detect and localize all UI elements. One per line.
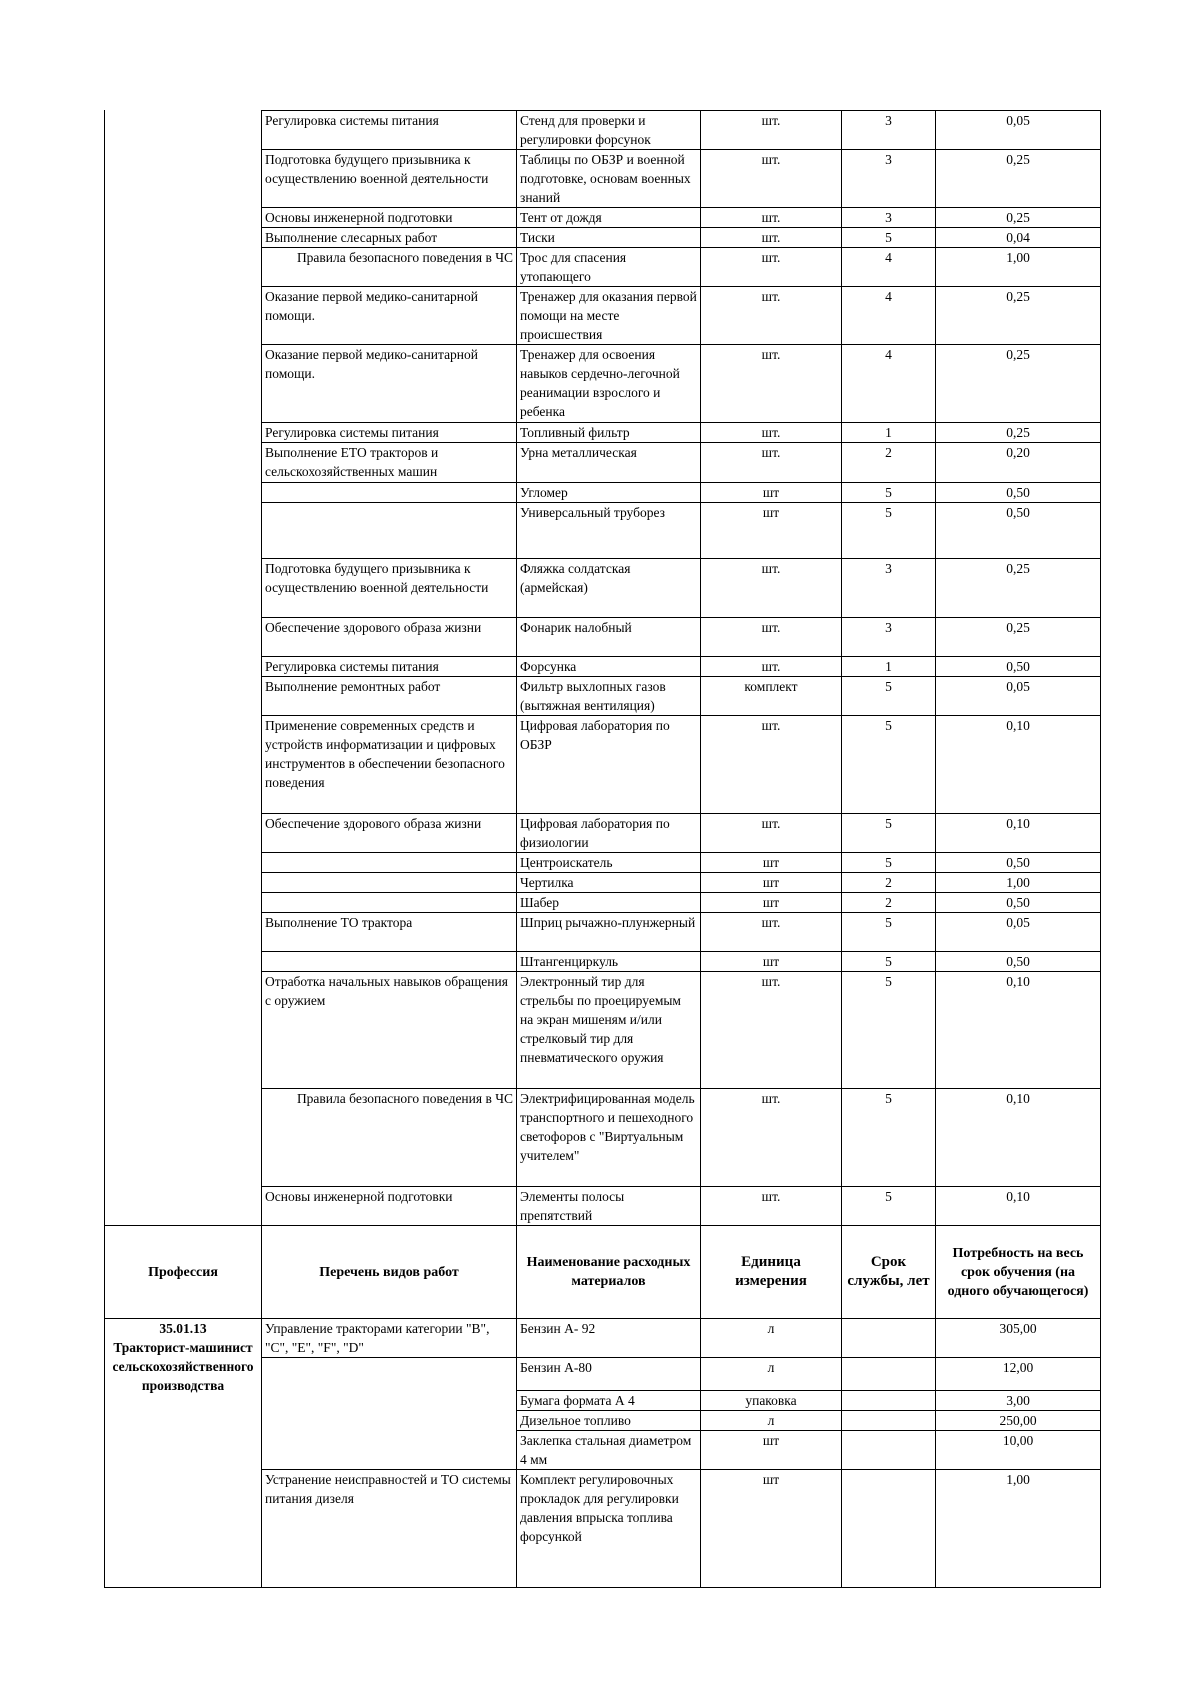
need-cell: 0,25 — [936, 287, 1101, 345]
need-cell: 0,25 — [936, 559, 1101, 618]
material-cell: Шабер — [517, 893, 701, 913]
material-cell: Электрифицированная модель транспортного и пешеходного светофоров с "Виртуальным учителем" — [517, 1089, 701, 1187]
need-cell: 0,50 — [936, 657, 1101, 677]
unit-cell: л — [701, 1411, 842, 1431]
unit-cell: шт. — [701, 443, 842, 483]
term-cell: 1 — [842, 423, 936, 443]
material-cell: Штангенциркуль — [517, 952, 701, 972]
profession-name: Тракторист-машинист сельскохозяйственного производства — [112, 1340, 254, 1393]
unit-cell: шт — [701, 503, 842, 559]
header-unit: Единица измерения — [701, 1226, 842, 1319]
term-cell: 5 — [842, 1187, 936, 1226]
need-cell: 0,50 — [936, 483, 1101, 503]
unit-cell: шт. — [701, 618, 842, 657]
term-cell — [842, 1431, 936, 1470]
material-cell: Цифровая лаборатория по физиологии — [517, 814, 701, 853]
unit-cell: шт. — [701, 1089, 842, 1187]
unit-cell: л — [701, 1358, 842, 1391]
unit-cell: шт. — [701, 287, 842, 345]
need-cell: 250,00 — [936, 1411, 1101, 1431]
unit-cell: шт. — [701, 657, 842, 677]
material-cell: Шприц рычажно-плунжерный — [517, 913, 701, 952]
term-cell: 3 — [842, 208, 936, 228]
work-cell: Обеспечение здорового образа жизни — [262, 618, 517, 657]
header-materials: Наименование расходных материалов — [517, 1226, 701, 1319]
term-cell: 3 — [842, 618, 936, 657]
need-cell: 0,50 — [936, 503, 1101, 559]
work-cell — [262, 873, 517, 893]
term-cell — [842, 1411, 936, 1431]
need-cell: 0,10 — [936, 716, 1101, 814]
work-cell: Основы инженерной подготовки — [262, 208, 517, 228]
work-cell: Выполнение слесарных работ — [262, 228, 517, 248]
term-cell: 3 — [842, 111, 936, 150]
work-cell: Выполнение ЕТО тракторов и сельскохозяйственных машин — [262, 443, 517, 483]
need-cell: 0,25 — [936, 345, 1101, 423]
unit-cell: упаковка — [701, 1391, 842, 1411]
term-cell: 5 — [842, 972, 936, 1089]
profession-cell — [105, 1319, 262, 1588]
need-cell: 0,20 — [936, 443, 1101, 483]
unit-cell: шт. — [701, 972, 842, 1089]
work-cell: Подготовка будущего призывника к осуществлению военной деятельности — [262, 559, 517, 618]
term-cell — [842, 1391, 936, 1411]
need-cell: 1,00 — [936, 248, 1101, 287]
material-cell: Тренажер для оказания первой помощи на месте происшествия — [517, 287, 701, 345]
material-cell: Угломер — [517, 483, 701, 503]
term-cell: 2 — [842, 443, 936, 483]
term-cell: 5 — [842, 677, 936, 716]
need-cell: 0,10 — [936, 1187, 1101, 1226]
work-cell — [262, 1358, 517, 1470]
term-cell: 4 — [842, 287, 936, 345]
work-cell — [262, 503, 517, 559]
work-cell: Правила безопасного поведения в ЧС — [262, 248, 517, 287]
work-cell: Выполнение ТО трактора — [262, 913, 517, 952]
material-cell: Бензин А- 92 — [517, 1319, 701, 1358]
unit-cell: шт — [701, 1431, 842, 1470]
term-cell: 1 — [842, 657, 936, 677]
header-works: Перечень видов работ — [262, 1226, 517, 1319]
need-cell: 0,50 — [936, 952, 1101, 972]
unit-cell: шт. — [701, 423, 842, 443]
term-cell: 5 — [842, 913, 936, 952]
material-cell: Тиски — [517, 228, 701, 248]
need-cell: 0,05 — [936, 913, 1101, 952]
unit-cell: шт. — [701, 150, 842, 208]
need-cell: 1,00 — [936, 1470, 1101, 1588]
need-cell: 3,00 — [936, 1391, 1101, 1411]
term-cell — [842, 1470, 936, 1588]
work-cell: Оказание первой медико-санитарной помощи. — [262, 287, 517, 345]
materials-table — [104, 110, 1101, 1588]
work-cell: Оказание первой медико-санитарной помощи. — [262, 345, 517, 423]
need-cell: 0,10 — [936, 972, 1101, 1089]
unit-cell: шт. — [701, 248, 842, 287]
work-cell: Выполнение ремонтных работ — [262, 677, 517, 716]
term-cell: 5 — [842, 952, 936, 972]
term-cell: 5 — [842, 483, 936, 503]
material-cell: Чертилка — [517, 873, 701, 893]
need-cell: 12,00 — [936, 1358, 1101, 1391]
material-cell: Центроискатель — [517, 853, 701, 873]
work-cell: Правила безопасного поведения в ЧС — [262, 1089, 517, 1187]
unit-cell: шт. — [701, 913, 842, 952]
term-cell: 5 — [842, 228, 936, 248]
material-cell: Топливный фильтр — [517, 423, 701, 443]
material-cell: Урна металлическая — [517, 443, 701, 483]
material-cell: Бензин А-80 — [517, 1358, 701, 1391]
need-cell: 0,05 — [936, 677, 1101, 716]
need-cell: 10,00 — [936, 1431, 1101, 1470]
unit-cell: шт. — [701, 814, 842, 853]
term-cell — [842, 1358, 936, 1391]
material-cell: Форсунка — [517, 657, 701, 677]
material-cell: Бумага формата А 4 — [517, 1391, 701, 1411]
header-profession: Профессия — [105, 1226, 262, 1319]
unit-cell: шт. — [701, 716, 842, 814]
term-cell: 4 — [842, 248, 936, 287]
material-cell: Универсальный труборез — [517, 503, 701, 559]
need-cell: 0,50 — [936, 893, 1101, 913]
need-cell: 0,50 — [936, 853, 1101, 873]
work-cell: Регулировка системы питания — [262, 111, 517, 150]
material-cell: Электронный тир для стрельбы по проецируемым на экран мишеням и/или стрелковый тир для пневматического оружия — [517, 972, 701, 1089]
material-cell: Трос для спасения утопающего — [517, 248, 701, 287]
profession-cell-empty — [105, 111, 262, 1226]
unit-cell: л — [701, 1319, 842, 1358]
unit-cell: шт — [701, 893, 842, 913]
unit-cell: шт. — [701, 228, 842, 248]
material-cell: Фонарик налобный — [517, 618, 701, 657]
term-cell: 5 — [842, 853, 936, 873]
work-cell: Обеспечение здорового образа жизни — [262, 814, 517, 853]
work-cell — [262, 853, 517, 873]
material-cell: Цифровая лаборатория по ОБЗР — [517, 716, 701, 814]
need-cell: 0,05 — [936, 111, 1101, 150]
work-cell: Регулировка системы питания — [262, 657, 517, 677]
need-cell: 0,10 — [936, 814, 1101, 853]
term-cell: 5 — [842, 814, 936, 853]
unit-cell: комплект — [701, 677, 842, 716]
term-cell: 2 — [842, 873, 936, 893]
material-cell: Таблицы по ОБЗР и военной подготовке, основам военных знаний — [517, 150, 701, 208]
work-cell — [262, 483, 517, 503]
header-need: Потребность на весь срок обучения (на одного обучающегося) — [936, 1226, 1101, 1319]
material-cell: Стенд для проверки и регулировки форсунок — [517, 111, 701, 150]
term-cell — [842, 1319, 936, 1358]
unit-cell: шт — [701, 873, 842, 893]
need-cell: 0,04 — [936, 228, 1101, 248]
unit-cell: шт. — [701, 345, 842, 423]
need-cell: 0,10 — [936, 1089, 1101, 1187]
unit-cell: шт — [701, 952, 842, 972]
work-cell — [262, 952, 517, 972]
need-cell: 305,00 — [936, 1319, 1101, 1358]
work-cell: Применение современных средств и устройств информатизации и цифровых инструментов в обеспечении безопасного поведения — [262, 716, 517, 814]
work-cell: Подготовка будущего призывника к осуществлению военной деятельности — [262, 150, 517, 208]
material-cell: Заклепка стальная диаметром 4 мм — [517, 1431, 701, 1470]
table-header-row — [105, 1226, 1101, 1319]
work-cell: Устранение неисправностей и ТО системы питания дизеля — [262, 1470, 517, 1588]
term-cell: 5 — [842, 1089, 936, 1187]
material-cell: Фильтр выхлопных газов (вытяжная вентиляция) — [517, 677, 701, 716]
unit-cell: шт — [701, 853, 842, 873]
need-cell: 0,25 — [936, 423, 1101, 443]
need-cell: 1,00 — [936, 873, 1101, 893]
table-row — [105, 111, 1101, 150]
work-cell: Регулировка системы питания — [262, 423, 517, 443]
material-cell: Фляжка солдатская (армейская) — [517, 559, 701, 618]
unit-cell: шт. — [701, 111, 842, 150]
unit-cell: шт — [701, 1470, 842, 1588]
term-cell: 3 — [842, 559, 936, 618]
term-cell: 5 — [842, 716, 936, 814]
table-row — [105, 1319, 1101, 1358]
term-cell: 2 — [842, 893, 936, 913]
term-cell: 5 — [842, 503, 936, 559]
term-cell: 3 — [842, 150, 936, 208]
header-term: Срок службы, лет — [842, 1226, 936, 1319]
need-cell: 0,25 — [936, 150, 1101, 208]
unit-cell: шт. — [701, 208, 842, 228]
material-cell: Дизельное топливо — [517, 1411, 701, 1431]
term-cell: 4 — [842, 345, 936, 423]
material-cell: Элементы полосы препятствий — [517, 1187, 701, 1226]
need-cell: 0,25 — [936, 208, 1101, 228]
work-cell: Отработка начальных навыков обращения с оружием — [262, 972, 517, 1089]
material-cell: Тент от дождя — [517, 208, 701, 228]
work-cell: Основы инженерной подготовки — [262, 1187, 517, 1226]
material-cell: Тренажер для освоения навыков сердечно-легочной реанимации взрослого и ребенка — [517, 345, 701, 423]
work-cell — [262, 893, 517, 913]
unit-cell: шт. — [701, 559, 842, 618]
need-cell: 0,25 — [936, 618, 1101, 657]
profession-code: 35.01.13 — [159, 1321, 207, 1336]
work-cell: Управление тракторами категории "B", "C", "E", "F", "D" — [262, 1319, 517, 1358]
unit-cell: шт — [701, 483, 842, 503]
unit-cell: шт. — [701, 1187, 842, 1226]
material-cell: Комплект регулировочных прокладок для регулировки давления впрыска топлива форсункой — [517, 1470, 701, 1588]
